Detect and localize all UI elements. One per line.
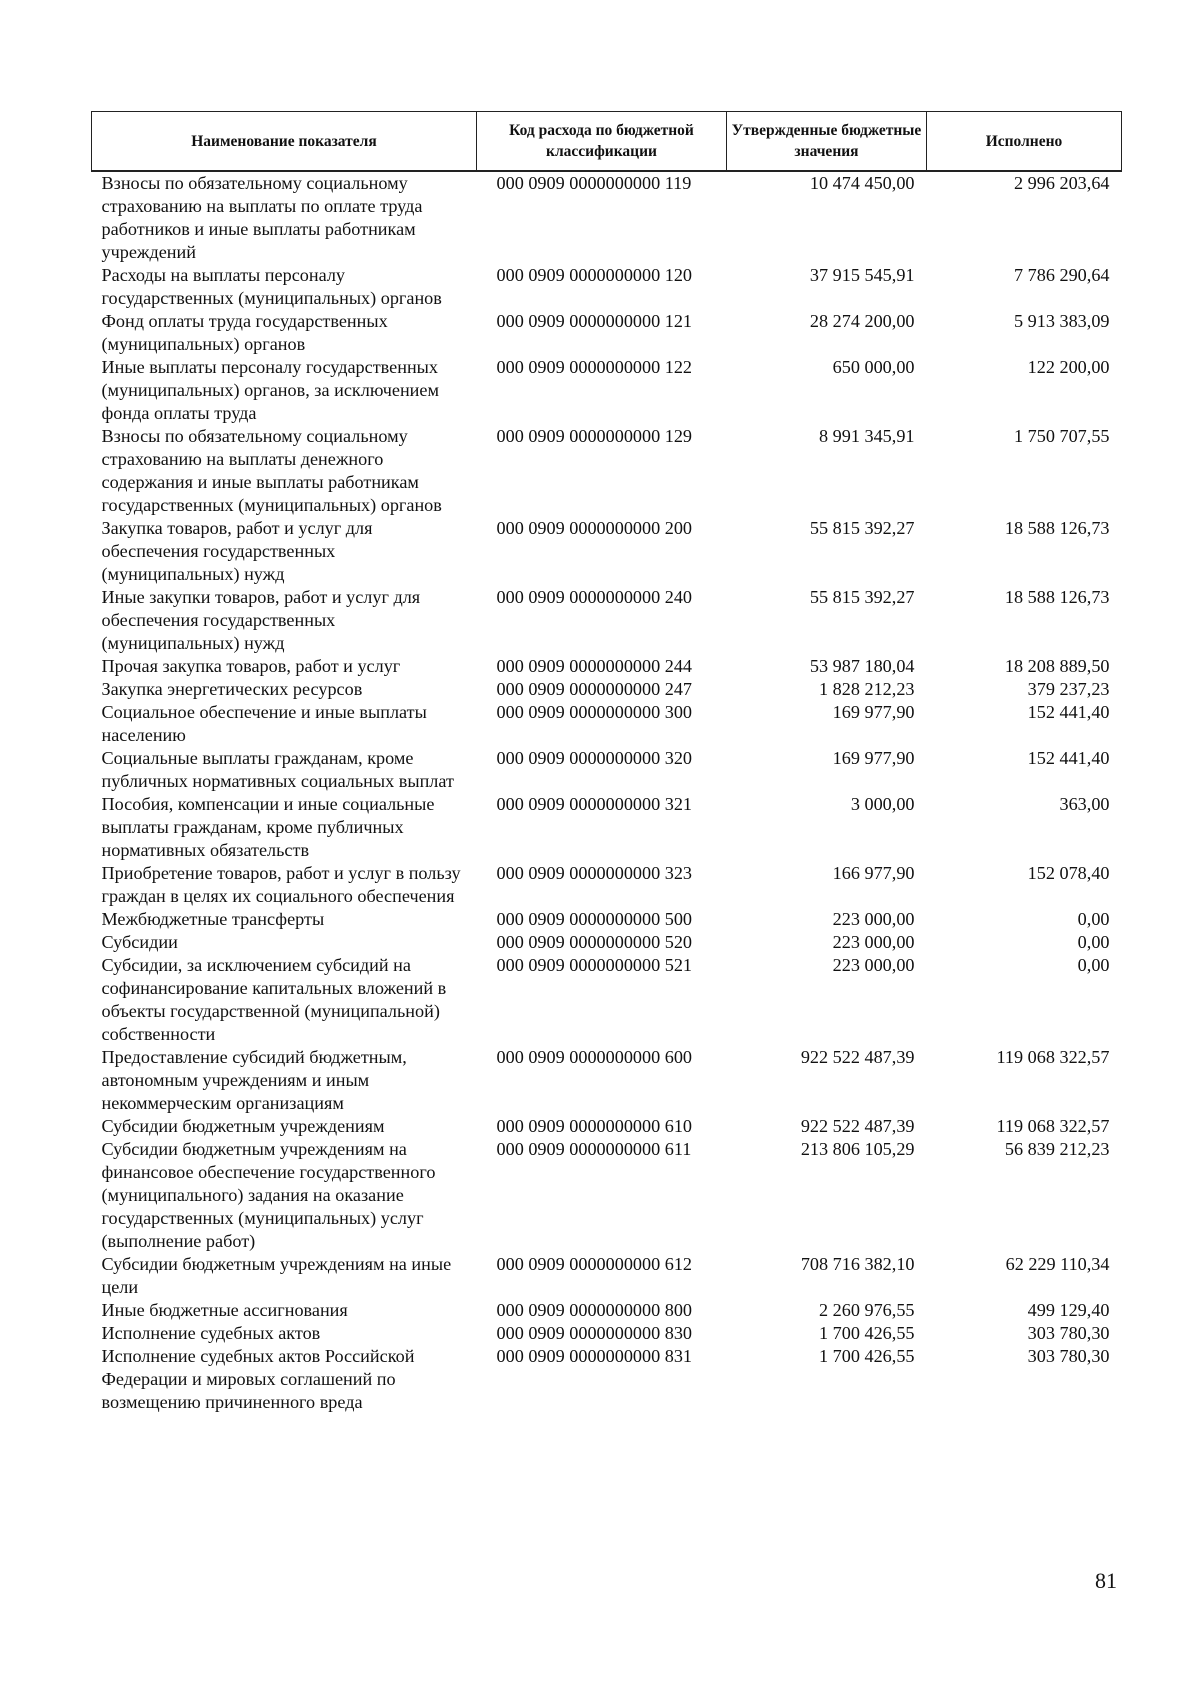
row-name-cell: Субсидии bbox=[101, 932, 178, 952]
row-code-cell: 000 0909 0000000000 244 bbox=[496, 656, 693, 676]
row-code-cell: 000 0909 0000000000 830 bbox=[496, 1323, 693, 1343]
row-name-cell: Субсидии бюджетным учреждениям на иные цели bbox=[101, 1254, 452, 1297]
row-code-cell: 000 0909 0000000000 612 bbox=[496, 1254, 693, 1274]
row-name-cell: Субсидии бюджетным учреждениям на финансовое обеспечение государственного (муниципального) задания на оказание государственных (муниципальных) услуг (выполнение работ) bbox=[101, 1139, 436, 1251]
row-approved-cell: 223 000,00 bbox=[832, 932, 915, 952]
row-code-cell: 000 0909 0000000000 121 bbox=[496, 311, 693, 331]
table-header bbox=[92, 112, 1122, 172]
header-approved-values: Утвержденные бюджетные значения bbox=[727, 112, 927, 172]
row-name-cell: Закупка энергетических ресурсов bbox=[101, 679, 363, 699]
row-approved-cell: 650 000,00 bbox=[832, 357, 915, 377]
row-code-cell: 000 0909 0000000000 321 bbox=[496, 794, 693, 814]
table-body bbox=[92, 171, 1122, 1414]
row-name-cell: Социальное обеспечение и иные выплаты населению bbox=[101, 702, 427, 745]
row-executed-cell: 0,00 bbox=[1077, 955, 1110, 975]
row-name-cell: Взносы по обязательному социальному страхованию на выплаты по оплате труда работников и иные выплаты работникам учреждений bbox=[101, 173, 423, 262]
row-name-cell: Иные выплаты персоналу государственных (муниципальных) органов, за исключением фонда оплаты труда bbox=[101, 357, 439, 423]
header-row bbox=[92, 112, 1122, 172]
row-executed-cell: 379 237,23 bbox=[1027, 679, 1110, 699]
table-row bbox=[92, 1345, 1122, 1414]
table-row bbox=[92, 425, 1122, 517]
row-approved-cell: 10 474 450,00 bbox=[809, 173, 915, 193]
row-approved-cell: 2 260 976,55 bbox=[819, 1300, 915, 1320]
page-number: 81 bbox=[1095, 1568, 1117, 1593]
row-name-cell: Исполнение судебных актов bbox=[101, 1323, 321, 1343]
row-name-cell: Субсидии бюджетным учреждениям bbox=[101, 1116, 385, 1136]
table-row bbox=[92, 1115, 1122, 1138]
row-name-cell: Фонд оплаты труда государственных (муниципальных) органов bbox=[101, 311, 388, 354]
row-executed-cell: 56 839 212,23 bbox=[1004, 1139, 1110, 1159]
row-executed-cell: 122 200,00 bbox=[1027, 357, 1110, 377]
table-row bbox=[92, 793, 1122, 862]
row-executed-cell: 18 208 889,50 bbox=[1004, 656, 1110, 676]
row-executed-cell: 499 129,40 bbox=[1027, 1300, 1110, 1320]
row-code-cell: 000 0909 0000000000 129 bbox=[496, 426, 693, 446]
row-code-cell: 000 0909 0000000000 120 bbox=[496, 265, 693, 285]
table-row bbox=[92, 908, 1122, 931]
row-executed-cell: 119 068 322,57 bbox=[996, 1116, 1110, 1136]
row-approved-cell: 708 716 382,10 bbox=[800, 1254, 915, 1274]
table-row bbox=[92, 747, 1122, 793]
row-code-cell: 000 0909 0000000000 521 bbox=[496, 955, 693, 975]
table-row bbox=[92, 1322, 1122, 1345]
row-code-cell: 000 0909 0000000000 323 bbox=[496, 863, 693, 883]
row-approved-cell: 8 991 345,91 bbox=[819, 426, 915, 446]
row-executed-cell: 0,00 bbox=[1077, 932, 1110, 952]
row-approved-cell: 1 700 426,55 bbox=[819, 1323, 915, 1343]
row-approved-cell: 922 522 487,39 bbox=[800, 1047, 915, 1067]
row-executed-cell: 2 996 203,64 bbox=[1014, 173, 1110, 193]
row-code-cell: 000 0909 0000000000 800 bbox=[496, 1300, 693, 1320]
row-name-cell: Иные закупки товаров, работ и услуг для обеспечения государственных (муниципальных) нужд bbox=[101, 587, 421, 653]
row-approved-cell: 166 977,90 bbox=[832, 863, 915, 883]
row-code-cell: 000 0909 0000000000 119 bbox=[496, 173, 692, 193]
table-row bbox=[92, 264, 1122, 310]
table-row bbox=[92, 1299, 1122, 1322]
table-row bbox=[92, 310, 1122, 356]
row-name-cell: Иные бюджетные ассигнования bbox=[101, 1300, 348, 1320]
row-executed-cell: 119 068 322,57 bbox=[996, 1047, 1110, 1067]
row-code-cell: 000 0909 0000000000 520 bbox=[496, 932, 693, 952]
row-name-cell: Субсидии, за исключением субсидий на софинансирование капитальных вложений в объекты государственной (муниципальной) собственности bbox=[101, 955, 447, 1044]
row-name-cell: Предоставление субсидий бюджетным, автономным учреждениям и иным некоммерческим организациям bbox=[101, 1047, 407, 1113]
row-executed-cell: 363,00 bbox=[1059, 794, 1110, 814]
row-executed-cell: 303 780,30 bbox=[1027, 1346, 1110, 1366]
row-code-cell: 000 0909 0000000000 247 bbox=[496, 679, 693, 699]
row-code-cell: 000 0909 0000000000 240 bbox=[496, 587, 693, 607]
row-approved-cell: 37 915 545,91 bbox=[809, 265, 915, 285]
table-row bbox=[92, 586, 1122, 655]
row-approved-cell: 223 000,00 bbox=[832, 909, 915, 929]
budget-execution-page bbox=[91, 111, 1121, 1414]
row-code-cell: 000 0909 0000000000 320 bbox=[496, 748, 693, 768]
header-indicator-name: Наименование показателя bbox=[92, 112, 477, 172]
table-row bbox=[92, 954, 1122, 1046]
table-row bbox=[92, 931, 1122, 954]
table-row bbox=[92, 517, 1122, 586]
row-executed-cell: 303 780,30 bbox=[1027, 1323, 1110, 1343]
row-executed-cell: 152 441,40 bbox=[1027, 702, 1110, 722]
table-row bbox=[92, 701, 1122, 747]
row-approved-cell: 55 815 392,27 bbox=[809, 518, 915, 538]
row-executed-cell: 5 913 383,09 bbox=[1014, 311, 1110, 331]
row-name-cell: Социальные выплаты гражданам, кроме публичных нормативных социальных выплат bbox=[101, 748, 454, 791]
table-row bbox=[92, 356, 1122, 425]
row-executed-cell: 7 786 290,64 bbox=[1014, 265, 1110, 285]
row-approved-cell: 53 987 180,04 bbox=[809, 656, 915, 676]
row-code-cell: 000 0909 0000000000 600 bbox=[496, 1047, 693, 1067]
row-code-cell: 000 0909 0000000000 500 bbox=[496, 909, 693, 929]
row-approved-cell: 213 806 105,29 bbox=[800, 1139, 915, 1159]
row-executed-cell: 152 441,40 bbox=[1027, 748, 1110, 768]
row-approved-cell: 55 815 392,27 bbox=[809, 587, 915, 607]
row-approved-cell: 922 522 487,39 bbox=[800, 1116, 915, 1136]
row-name-cell: Межбюджетные трансферты bbox=[101, 909, 325, 929]
row-approved-cell: 28 274 200,00 bbox=[809, 311, 915, 331]
budget-execution-table bbox=[91, 111, 1122, 1414]
row-code-cell: 000 0909 0000000000 300 bbox=[496, 702, 693, 722]
table-row bbox=[92, 1253, 1122, 1299]
row-code-cell: 000 0909 0000000000 122 bbox=[496, 357, 693, 377]
table-row bbox=[92, 171, 1122, 264]
table-row bbox=[92, 1046, 1122, 1115]
row-code-cell: 000 0909 0000000000 610 bbox=[496, 1116, 693, 1136]
row-executed-cell: 0,00 bbox=[1077, 909, 1110, 929]
table-row bbox=[92, 862, 1122, 908]
header-executed: Исполнено bbox=[927, 112, 1122, 172]
table-row bbox=[92, 678, 1122, 701]
row-approved-cell: 169 977,90 bbox=[832, 702, 915, 722]
row-executed-cell: 1 750 707,55 bbox=[1014, 426, 1110, 446]
row-code-cell: 000 0909 0000000000 611 bbox=[496, 1139, 692, 1159]
row-name-cell: Пособия, компенсации и иные социальные выплаты гражданам, кроме публичных нормативных обязательств bbox=[101, 794, 435, 860]
row-approved-cell: 223 000,00 bbox=[832, 955, 915, 975]
row-name-cell: Исполнение судебных актов Российской Федерации и мировых соглашений по возмещению причиненного вреда bbox=[101, 1346, 415, 1412]
row-executed-cell: 18 588 126,73 bbox=[1004, 587, 1110, 607]
row-executed-cell: 62 229 110,34 bbox=[1005, 1254, 1110, 1274]
row-executed-cell: 152 078,40 bbox=[1027, 863, 1110, 883]
row-approved-cell: 1 828 212,23 bbox=[819, 679, 915, 699]
table-row bbox=[92, 655, 1122, 678]
row-name-cell: Расходы на выплаты персоналу государственных (муниципальных) органов bbox=[101, 265, 442, 308]
row-name-cell: Взносы по обязательному социальному страхованию на выплаты денежного содержания и иные выплаты работникам государственных (муниципальных) органов bbox=[101, 426, 442, 515]
row-executed-cell: 18 588 126,73 bbox=[1004, 518, 1110, 538]
row-code-cell: 000 0909 0000000000 200 bbox=[496, 518, 693, 538]
row-name-cell: Прочая закупка товаров, работ и услуг bbox=[101, 656, 401, 676]
row-code-cell: 000 0909 0000000000 831 bbox=[496, 1346, 693, 1366]
row-name-cell: Приобретение товаров, работ и услуг в пользу граждан в целях их социального обеспечения bbox=[101, 863, 461, 906]
row-approved-cell: 169 977,90 bbox=[832, 748, 915, 768]
row-name-cell: Закупка товаров, работ и услуг для обеспечения государственных (муниципальных) нужд bbox=[101, 518, 373, 584]
header-budget-code: Код расхода по бюджетной классификации bbox=[477, 112, 727, 172]
row-approved-cell: 3 000,00 bbox=[850, 794, 915, 814]
table-row bbox=[92, 1138, 1122, 1253]
row-approved-cell: 1 700 426,55 bbox=[819, 1346, 915, 1366]
